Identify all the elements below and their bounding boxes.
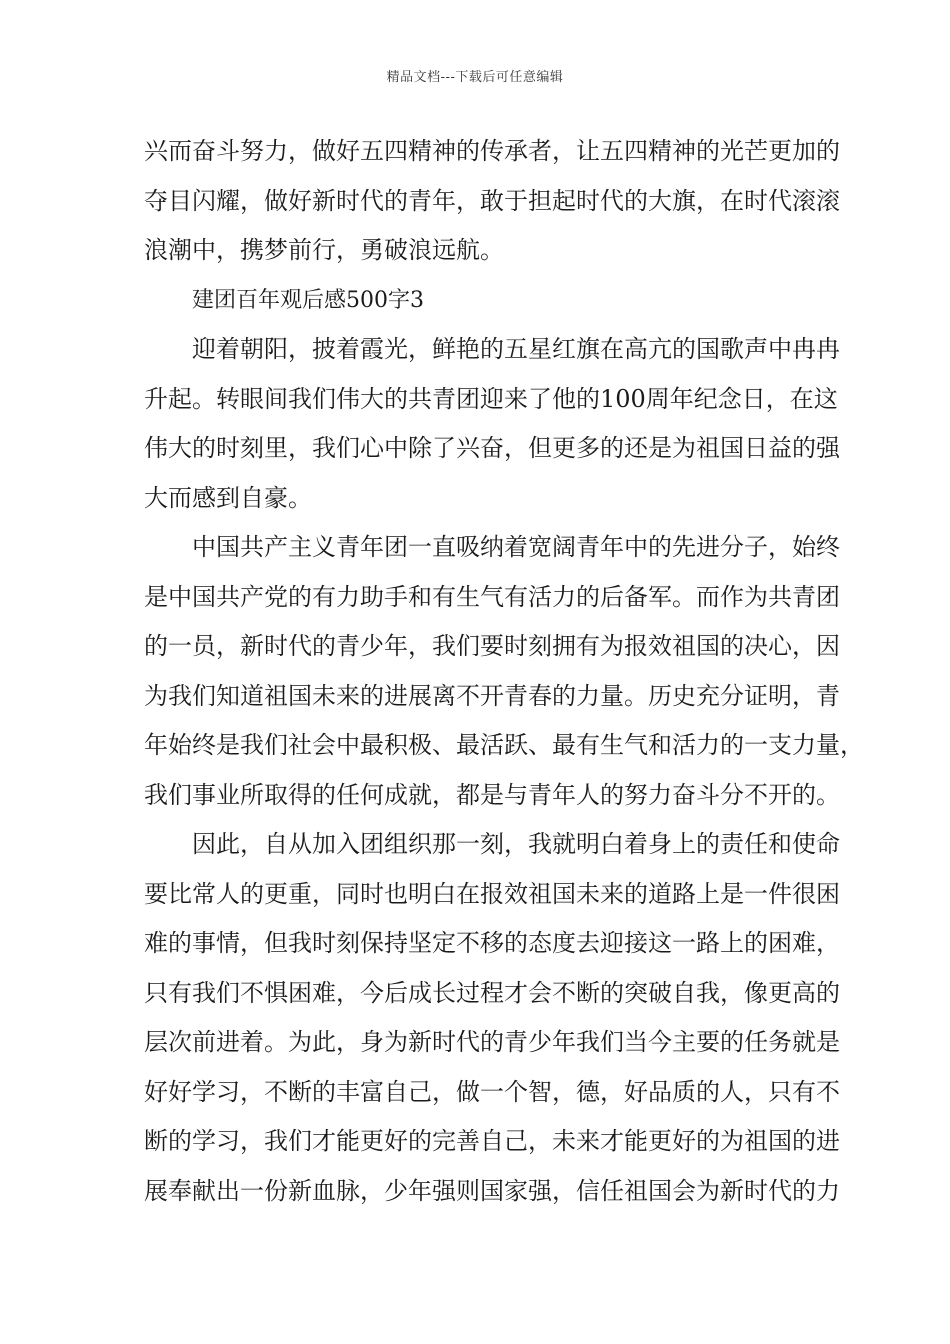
- text-line: 大而感到自豪。: [144, 483, 312, 512]
- text-line: 夺目闪耀，做好新时代的青年，敢于担起时代的大旗，在时代滚滚: [144, 186, 840, 215]
- text-line: 我们事业所取得的任何成就，都是与青年人的努力奋斗分不开的。: [144, 780, 840, 809]
- text-line: 中国共产主义青年团一直吸纳着宽阔青年中的先进分子，始终: [192, 533, 840, 561]
- page-header: 精品文档---下载后可任意编辑: [386, 70, 564, 85]
- text-line: 好好学习，不断的丰富自己，做一个智，德，好品质的人，只有不: [144, 1077, 840, 1106]
- heading-line: 建团百年观后感500字3: [192, 287, 424, 313]
- text-line: 浪潮中，携梦前行，勇破浪远航。: [144, 236, 504, 264]
- text-line: 展奉献出一份新血脉，少年强则国家强，信任祖国会为新时代的力: [144, 1176, 840, 1205]
- text-line: 兴而奋斗努力，做好五四精神的传承者，让五四精神的光芒更加的: [144, 137, 840, 165]
- text-line: 断的学习，我们才能更好的完善自己，未来才能更好的为祖国的进: [144, 1127, 840, 1155]
- text-line: 伟大的时刻里，我们心中除了兴奋，但更多的还是为祖国日益的强: [144, 434, 840, 462]
- paragraph: [144, 325, 840, 523]
- text-line: 为我们知道祖国未来的进展离不开青春的力量。历史充分证明，青: [144, 681, 840, 710]
- text-line: 升起。转眼间我们伟大的共青团迎来了他的100周年纪念日，在这: [144, 384, 838, 413]
- text-line: 的一员，新时代的青少年，我们要时刻拥有为报效祖国的决心，因: [144, 632, 840, 660]
- text-line: 因此，自从加入团组织那一刻，我就明白着身上的责任和使命: [192, 830, 840, 858]
- text-line: 层次前进着。为此，身为新时代的青少年我们当今主要的任务就是: [144, 1028, 840, 1056]
- section-heading: [144, 276, 824, 326]
- text-line: 难的事情，但我时刻保持坚定不移的态度去迎接这一路上的困难，: [144, 929, 840, 957]
- document-body: [144, 127, 864, 1216]
- paragraph: [144, 820, 840, 1216]
- text-line: 年始终是我们社会中最积极、最活跃、最有生气和活力的一支力量，: [144, 731, 864, 759]
- text-line: 迎着朝阳，披着霞光，鲜艳的五星红旗在高亢的国歌声中冉冉: [192, 335, 840, 363]
- text-line: 是中国共产党的有力助手和有生气有活力的后备军。而作为共青团: [144, 582, 840, 611]
- paragraph: [144, 127, 840, 276]
- text-line: 要比常人的更重，同时也明白在报效祖国未来的道路上是一件很困: [144, 879, 840, 908]
- text-line: 只有我们不惧困难，今后成长过程才会不断的突破自我，像更高的: [144, 978, 840, 1007]
- paragraph: [144, 523, 864, 820]
